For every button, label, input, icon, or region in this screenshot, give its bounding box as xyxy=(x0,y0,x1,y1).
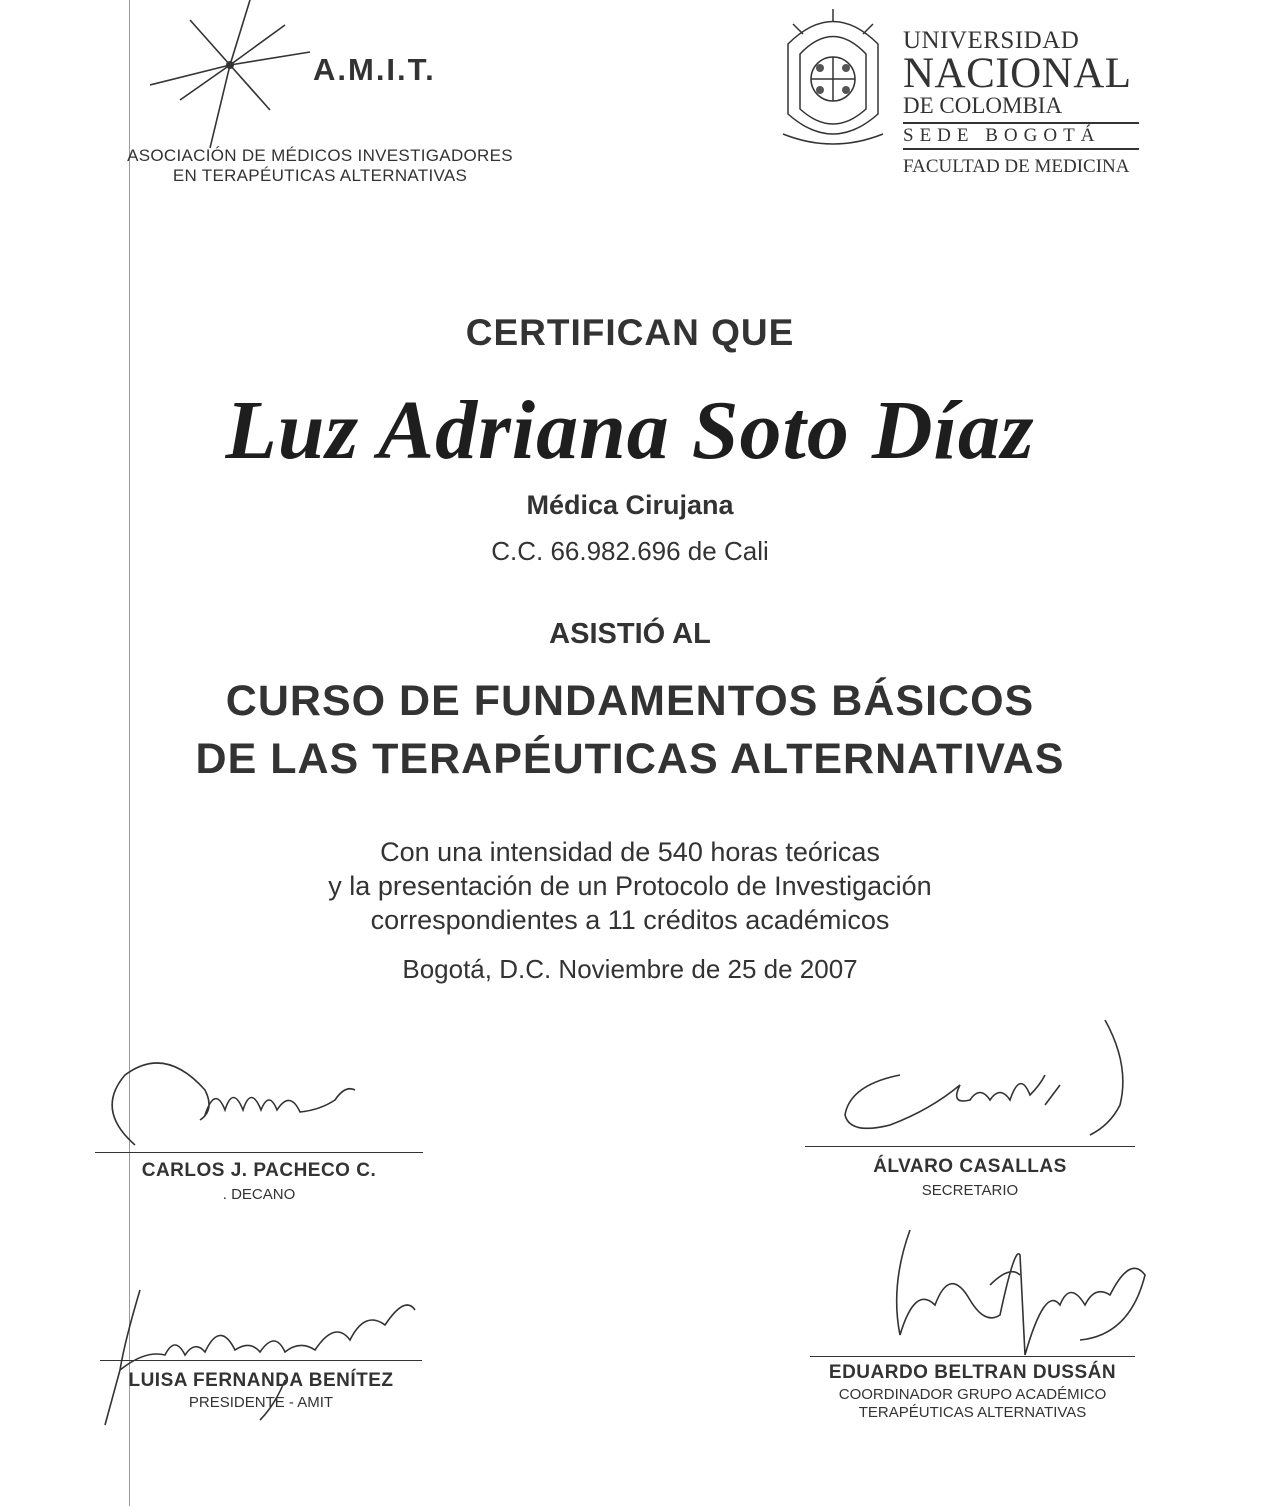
signer-role-coordinator-line1: COORDINADOR GRUPO ACADÉMICO xyxy=(838,1386,1107,1403)
signature-scribble-coordinator xyxy=(870,1225,1160,1365)
signature-line-dean xyxy=(95,1152,423,1153)
detail-line3: correspondientes a 11 créditos académicos xyxy=(370,905,890,935)
signer-name-dean: CARLOS J. PACHECO C. xyxy=(141,1160,377,1181)
amit-name-line2: EN TERAPÉUTICAS ALTERNATIVAS xyxy=(172,166,468,185)
attended-heading: ASISTIÓ AL xyxy=(549,618,711,650)
detail-line2: y la presentación de un Protocolo de Investigación xyxy=(328,871,932,901)
signature-scribble-secretary xyxy=(830,1015,1130,1145)
signature-scribble-dean xyxy=(95,1050,395,1160)
star-burst-icon xyxy=(150,0,320,150)
course-details xyxy=(130,835,1130,937)
course-title xyxy=(130,672,1130,788)
signer-name-secretary: ÁLVARO CASALLAS xyxy=(873,1156,1067,1177)
course-title-line2: DE LAS TERAPÉUTICAS ALTERNATIVAS xyxy=(195,735,1065,783)
amit-acronym: A.M.I.T. xyxy=(313,52,436,87)
university-faculty: FACULTAD DE MEDICINA xyxy=(903,156,1130,177)
issue-date: Bogotá, D.C. Noviembre de 25 de 2007 xyxy=(402,954,858,984)
university-line3: DE COLOMBIA xyxy=(903,93,1063,118)
certify-heading: CERTIFICAN QUE xyxy=(465,312,795,353)
university-line2: NACIONAL xyxy=(903,50,1132,97)
signer-role-coordinator-line2: TERAPÉUTICAS ALTERNATIVAS xyxy=(858,1404,1087,1421)
signature-line-secretary xyxy=(805,1146,1135,1147)
detail-line1: Con una intensidad de 540 horas teóricas xyxy=(380,837,880,867)
signature-line-president xyxy=(100,1360,422,1361)
university-name-block xyxy=(903,28,1139,178)
recipient-id: C.C. 66.982.696 de Cali xyxy=(491,536,769,566)
recipient-name: Luz Adriana Soto Díaz xyxy=(225,384,1035,477)
signer-role-president: PRESIDENTE - AMIT xyxy=(188,1394,334,1411)
signer-name-coordinator: EDUARDO BELTRAN DUSSÁN xyxy=(828,1362,1117,1383)
course-title-line1: CURSO DE FUNDAMENTOS BÁSICOS xyxy=(225,677,1035,725)
amit-full-name xyxy=(60,146,580,186)
signer-name-president: LUISA FERNANDA BENÍTEZ xyxy=(128,1370,394,1391)
signer-role-secretary: SECRETARIO xyxy=(921,1182,1019,1199)
university-line1: UNIVERSIDAD xyxy=(903,27,1080,54)
recipient-profession: Médica Cirujana xyxy=(526,490,734,520)
signer-role-dean: . DECANO xyxy=(222,1186,296,1203)
university-seal-icon xyxy=(778,4,888,154)
signature-line-coordinator xyxy=(810,1356,1135,1357)
signer-role-coordinator xyxy=(810,1386,1135,1422)
amit-name-line1: ASOCIACIÓN DE MÉDICOS INVESTIGADORES xyxy=(127,146,513,165)
university-sede: SEDE BOGOTÁ xyxy=(903,122,1139,150)
